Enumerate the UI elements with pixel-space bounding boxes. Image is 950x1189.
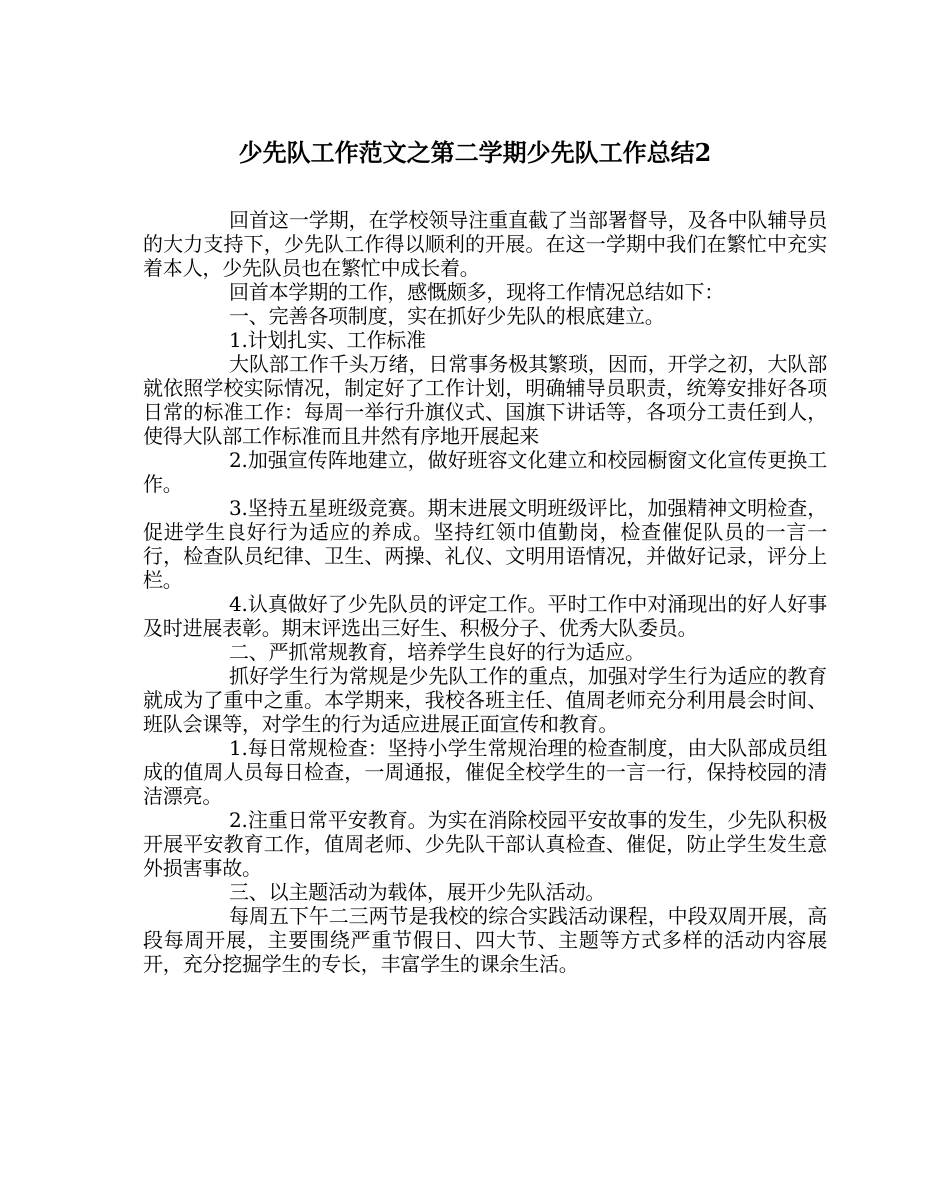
- paragraph-five-star: 3.坚持五星班级竞赛。期末进展文明班级评比，加强精神文明检查，促进学生良好行为适应的养成。坚持红领巾值勤岗，检查催促队员的一言一行，检查队员纪律、卫生、两操、礼仪、文明用语情况，并做好记录，评分上栏。: [143, 496, 827, 592]
- section-heading-2: 二、严抓常规教育，培养学生良好的行为适应。: [229, 640, 645, 664]
- paragraph-evaluation: 4.认真做好了少先队员的评定工作。平时工作中对涌现出的好人好事及时进展表彰。期末评选出三好生、积极分子、优秀大队委员。: [143, 592, 827, 640]
- paragraph-routine: 抓好学生行为常规是少先队工作的重点，加强对学生行为适应的教育就成为了重中之重。本学期来，我校各班主任、值周老师充分利用晨会时间、班队会课等，对学生的行为适应进展正面宣传和教育。: [143, 664, 827, 736]
- document-body: [143, 208, 827, 976]
- paragraph-intro: 回首这一学期，在学校领导注重直截了当部署督导，及各中队辅导员的大力支持下，少先队工作得以顺利的开展。在这一学期中我们在繁忙中充实着本人，少先队员也在繁忙中成长着。: [143, 208, 827, 280]
- section-heading-1: 一、完善各项制度，实在抓好少先队的根底建立。: [229, 304, 665, 328]
- document-title: 少先队工作范文之第二学期少先队工作总结2: [238, 138, 712, 167]
- subheading-1-1: 1.计划扎实、工作标准: [229, 328, 426, 352]
- paragraph-publicity: 2.加强宣传阵地建立，做好班容文化建立和校园橱窗文化宣传更换工作。: [143, 448, 827, 496]
- section-heading-3: 三、以主题活动为载体，展开少先队活动。: [229, 880, 606, 904]
- paragraph-summary-lead: 回首本学期的工作，感慨颇多，现将工作情况总结如下：: [229, 280, 724, 304]
- paragraph-safety: 2.注重日常平安教育。为实在消除校园平安故事的发生，少先队积极开展平安教育工作，值周老师、少先队干部认真检查、催促，防止学生发生意外损害事故。: [143, 808, 827, 880]
- paragraph-activities: 每周五下午二三两节是我校的综合实践活动课程，中段双周开展，高段每周开展，主要围绕严重节假日、四大节、主题等方式多样的活动内容展开，充分挖掘学生的专长，丰富学生的课余生活。: [143, 904, 827, 976]
- paragraph-daily-check: 1.每日常规检查：坚持小学生常规治理的检查制度，由大队部成员组成的值周人员每日检查，一周通报，催促全校学生的一言一行，保持校园的清洁漂亮。: [143, 736, 827, 808]
- paragraph-plan: 大队部工作千头万绪，日常事务极其繁琐，因而，开学之初，大队部就依照学校实际情况，制定好了工作计划，明确辅导员职责，统筹安排好各项日常的标准工作：每周一举行升旗仪式、国旗下讲话等，各项分工责任到人，使得大队部工作标准而且井然有序地开展起来: [143, 352, 827, 448]
